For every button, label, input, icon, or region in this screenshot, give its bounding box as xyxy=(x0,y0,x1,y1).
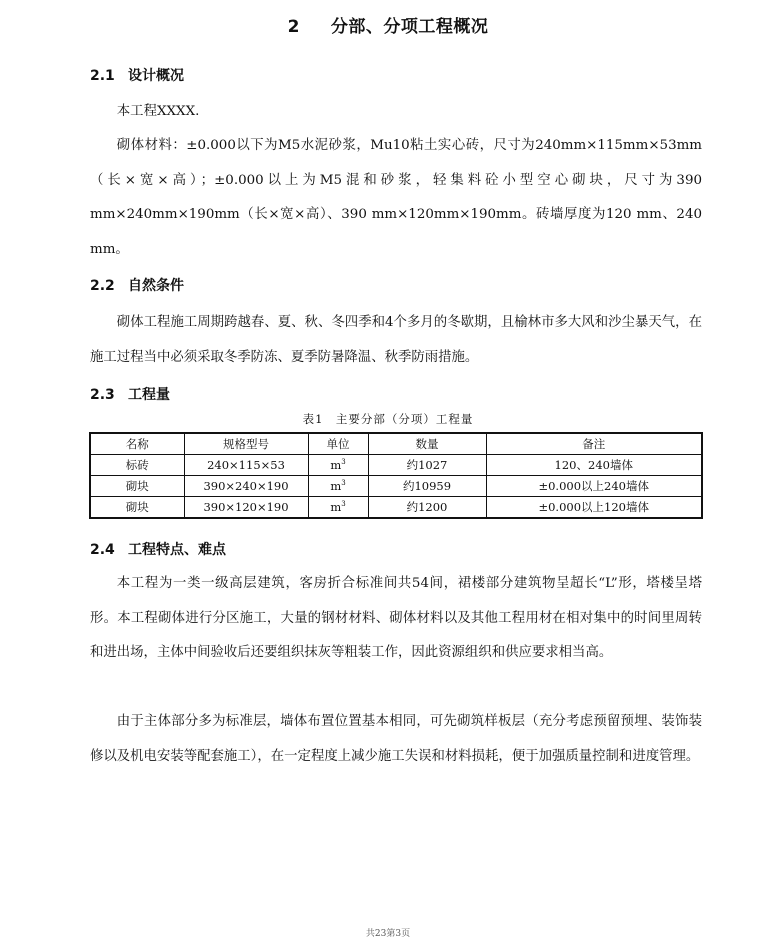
page-footer: 共23第3页 xyxy=(365,929,411,939)
table-cell-unit xyxy=(308,497,368,519)
paragraph: 本工程XXXX. xyxy=(116,104,200,119)
column-header: 名称 xyxy=(90,433,184,455)
table-cell: 约10959 xyxy=(368,476,486,497)
table-row xyxy=(90,497,702,519)
paragraph: 由于主体部分多为标准层，墙体布置位置基本相同，可先砌筑样板层（充分考虑预留预埋、装饰装修以及机电安装等配套施工），在一定程度上减少施工失误和材料损耗，便于加强质量控制和进度管理。 xyxy=(90,714,702,764)
table-row xyxy=(90,476,702,497)
table-cell-unit xyxy=(308,476,368,497)
paragraph: 砌体材料：±0.000以下为M5水泥砂浆，Mu10粘土实心砖，尺寸为240mm×115mm×53mm（长×宽×高）；±0.000以上为M5混和砂浆，轻集料砼小型空心砌块，尺寸为390 mm×240mm×190mm（长×宽×高）、390 mm×120mm×190mm。砖墙厚度为120 mm、240 mm。 xyxy=(90,138,702,257)
section-title: 工程特点、难点 xyxy=(128,542,226,558)
table-cell: 390×120×190 xyxy=(184,497,308,519)
paragraph: 砌体工程施工周期跨越春、夏、秋、冬四季和4个多月的冬歇期，且榆林市多大风和沙尘暴天气，在施工过程当中必须采取冬季防冻、夏季防暑降温、秋季防雨措施。 xyxy=(90,315,702,365)
chapter-title xyxy=(0,12,776,37)
chapter-number: 2 xyxy=(287,17,300,37)
section-number: 2.3 xyxy=(90,387,115,403)
section-heading-quantities xyxy=(90,384,170,404)
section-number: 2.1 xyxy=(90,68,115,84)
chapter-title-text: 分部、分项工程概况 xyxy=(330,17,489,37)
quantities-table xyxy=(89,432,703,519)
section-title: 自然条件 xyxy=(128,278,184,294)
table-caption: 表1 主要分部（分项）工程量 xyxy=(302,412,474,426)
column-header: 规格型号 xyxy=(184,433,308,455)
table-cell: ±0.000以上120墙体 xyxy=(486,497,702,519)
table-cell: 约1200 xyxy=(368,497,486,519)
section-title: 设计概况 xyxy=(128,68,184,84)
unit-text: m xyxy=(330,500,342,514)
table-header-row xyxy=(90,433,702,455)
column-header: 数量 xyxy=(368,433,486,455)
section-heading-design xyxy=(90,65,184,85)
section-title: 工程量 xyxy=(128,387,170,403)
table-cell: 砌块 xyxy=(90,476,184,497)
paragraph: 本工程为一类一级高层建筑，客房折合标准间共54间，裙楼部分建筑物呈超长“L”形，塔楼呈塔形。本工程砌体进行分区施工，大量的钢材材料、砌体材料以及其他工程用材在相对集中的时间里周转和进出场，主体中间验收后还要组织抹灰等粗装工作，因此资源组织和供应要求相当高。 xyxy=(90,576,702,660)
table-cell-unit xyxy=(308,455,368,476)
table-cell: 120、240墙体 xyxy=(486,455,702,476)
section-number: 2.2 xyxy=(90,278,115,294)
section-heading-features xyxy=(90,539,226,559)
table-cell: 砌块 xyxy=(90,497,184,519)
table-row xyxy=(90,455,702,476)
column-header: 备注 xyxy=(486,433,702,455)
section-number: 2.4 xyxy=(90,542,115,558)
table-cell: 240×115×53 xyxy=(184,455,308,476)
section-heading-natural-conditions xyxy=(90,275,184,295)
column-header: 单位 xyxy=(308,433,368,455)
table-cell: 标砖 xyxy=(90,455,184,476)
table-cell: ±0.000以上240墙体 xyxy=(486,476,702,497)
table-cell: 390×240×190 xyxy=(184,476,308,497)
table-cell: 约1027 xyxy=(368,455,486,476)
unit-exponent: 3 xyxy=(341,500,346,509)
unit-text: m xyxy=(330,479,342,493)
unit-text: m xyxy=(330,458,342,472)
unit-exponent: 3 xyxy=(341,458,346,467)
unit-exponent: 3 xyxy=(341,479,346,488)
